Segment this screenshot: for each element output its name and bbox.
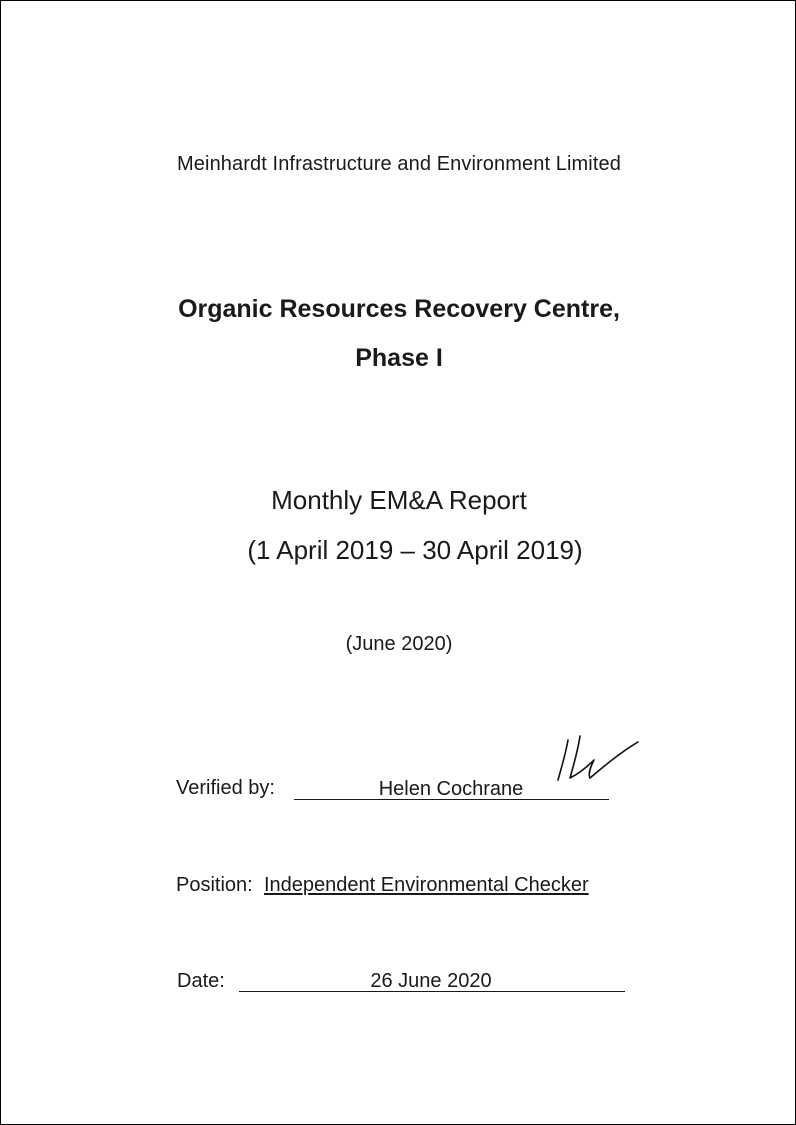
project-title-line1: Organic Resources Recovery Centre, bbox=[178, 295, 620, 323]
date-label: Date: bbox=[177, 970, 225, 992]
report-title: Monthly EM&A Report bbox=[271, 485, 527, 515]
position-label: Position: bbox=[176, 874, 253, 896]
position-value: Independent Environmental Checker bbox=[264, 874, 589, 896]
verified-by-name: Helen Cochrane bbox=[378, 778, 524, 800]
report-period: (1 April 2019 – 30 April 2019) bbox=[247, 535, 583, 565]
project-title-line2: Phase I bbox=[355, 344, 443, 372]
date-value: 26 June 2020 bbox=[370, 970, 492, 992]
company-name: Meinhardt Infrastructure and Environment Limited bbox=[177, 153, 621, 175]
verified-by-label: Verified by: bbox=[176, 777, 275, 799]
issue-date: (June 2020) bbox=[345, 633, 453, 655]
signature-icon bbox=[554, 734, 640, 786]
